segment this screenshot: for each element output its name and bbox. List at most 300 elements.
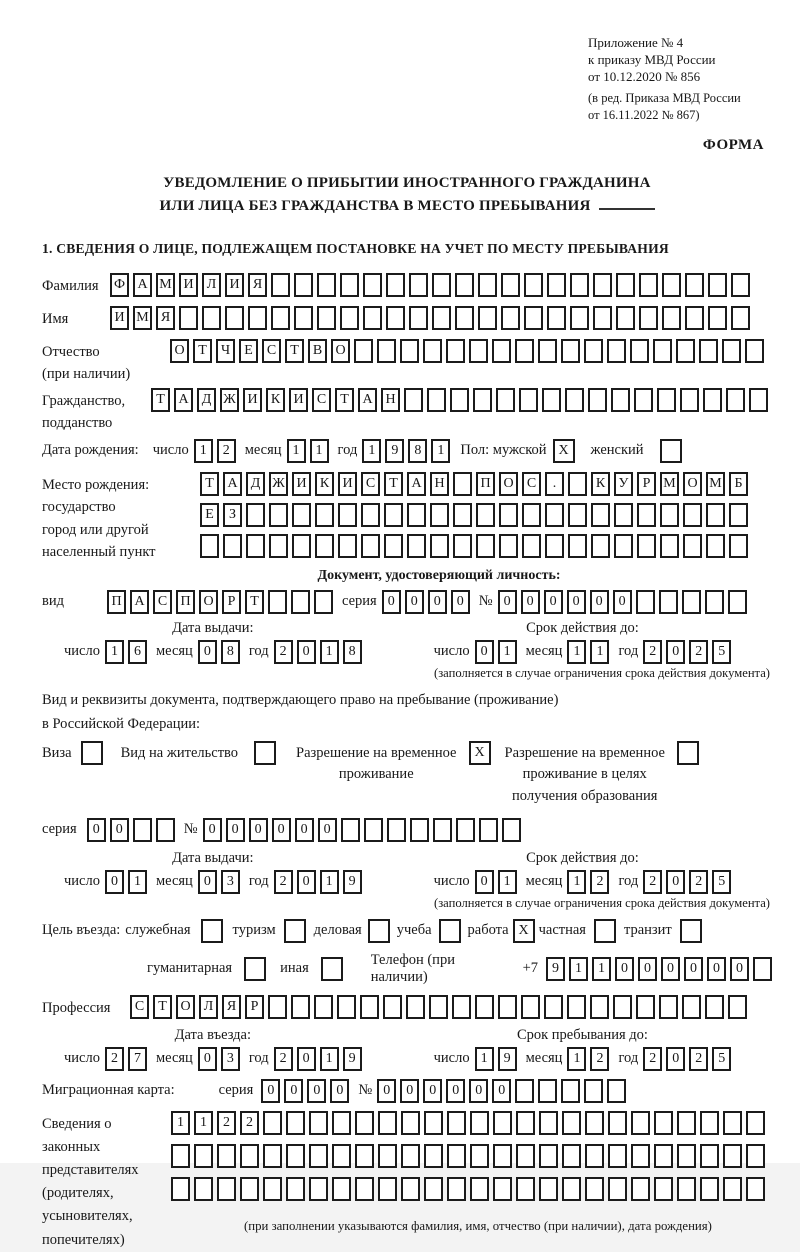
char-cell[interactable]: 2 bbox=[689, 1047, 708, 1071]
char-cell[interactable] bbox=[726, 388, 745, 412]
char-cell[interactable]: В bbox=[308, 339, 327, 363]
char-cell[interactable]: О bbox=[331, 339, 350, 363]
char-cell[interactable] bbox=[659, 995, 678, 1019]
char-cell[interactable] bbox=[680, 388, 699, 412]
char-cell[interactable]: 0 bbox=[469, 1079, 488, 1103]
char-cell[interactable] bbox=[728, 590, 747, 614]
char-cell[interactable] bbox=[677, 1177, 696, 1201]
char-cell[interactable] bbox=[470, 1144, 489, 1168]
char-cell[interactable]: 0 bbox=[613, 590, 632, 614]
char-cell[interactable]: Я bbox=[222, 995, 241, 1019]
char-cell[interactable] bbox=[171, 1177, 190, 1201]
char-cell[interactable] bbox=[570, 273, 589, 297]
char-cell[interactable] bbox=[502, 818, 521, 842]
char-cell[interactable]: А bbox=[130, 590, 149, 614]
char-cell[interactable]: 0 bbox=[666, 870, 685, 894]
char-cell[interactable] bbox=[410, 818, 429, 842]
char-cell[interactable]: 0 bbox=[110, 818, 129, 842]
char-cell[interactable]: 0 bbox=[544, 590, 563, 614]
char-cell[interactable] bbox=[360, 995, 379, 1019]
char-cell[interactable]: 5 bbox=[712, 1047, 731, 1071]
char-cell[interactable]: 1 bbox=[590, 640, 609, 664]
char-cell[interactable] bbox=[361, 503, 380, 527]
char-cell[interactable] bbox=[424, 1177, 443, 1201]
char-cell[interactable] bbox=[384, 534, 403, 558]
char-cell[interactable]: 1 bbox=[128, 870, 147, 894]
char-cell[interactable]: 2 bbox=[689, 640, 708, 664]
char-cell[interactable] bbox=[332, 1177, 351, 1201]
char-cell[interactable]: И bbox=[292, 472, 311, 496]
char-cell[interactable] bbox=[294, 306, 313, 330]
char-cell[interactable] bbox=[585, 1177, 604, 1201]
char-cell[interactable]: 2 bbox=[643, 1047, 662, 1071]
char-cell[interactable]: М bbox=[660, 472, 679, 496]
char-cell[interactable] bbox=[292, 503, 311, 527]
char-cell[interactable]: И bbox=[179, 273, 198, 297]
char-cell[interactable]: 1 bbox=[194, 1111, 213, 1135]
char-cell[interactable] bbox=[660, 534, 679, 558]
char-cell[interactable] bbox=[424, 1144, 443, 1168]
char-cell[interactable] bbox=[538, 1079, 557, 1103]
char-cell[interactable] bbox=[446, 339, 465, 363]
char-cell[interactable] bbox=[291, 995, 310, 1019]
char-cell[interactable]: 2 bbox=[217, 439, 236, 463]
char-cell[interactable] bbox=[338, 503, 357, 527]
char-cell[interactable] bbox=[585, 1144, 604, 1168]
char-cell[interactable] bbox=[269, 534, 288, 558]
char-cell[interactable] bbox=[271, 273, 290, 297]
char-cell[interactable] bbox=[524, 306, 543, 330]
char-cell[interactable] bbox=[309, 1177, 328, 1201]
char-cell[interactable] bbox=[314, 590, 333, 614]
char-cell[interactable] bbox=[544, 995, 563, 1019]
char-cell[interactable] bbox=[634, 388, 653, 412]
char-cell[interactable] bbox=[407, 534, 426, 558]
char-cell[interactable] bbox=[614, 534, 633, 558]
char-cell[interactable] bbox=[455, 273, 474, 297]
char-cell[interactable]: 0 bbox=[198, 640, 217, 664]
char-cell[interactable] bbox=[637, 534, 656, 558]
char-cell[interactable]: 2 bbox=[274, 870, 293, 894]
char-cell[interactable] bbox=[545, 534, 564, 558]
purpose-private-checkbox[interactable] bbox=[594, 919, 616, 943]
char-cell[interactable] bbox=[427, 388, 446, 412]
char-cell[interactable] bbox=[723, 1111, 742, 1135]
char-cell[interactable]: 1 bbox=[592, 957, 611, 981]
char-cell[interactable] bbox=[469, 339, 488, 363]
char-cell[interactable] bbox=[590, 995, 609, 1019]
char-cell[interactable] bbox=[565, 388, 584, 412]
char-cell[interactable]: А bbox=[358, 388, 377, 412]
char-cell[interactable] bbox=[676, 339, 695, 363]
char-cell[interactable] bbox=[561, 1079, 580, 1103]
char-cell[interactable]: С bbox=[522, 472, 541, 496]
char-cell[interactable] bbox=[682, 590, 701, 614]
char-cell[interactable]: 1 bbox=[567, 1047, 586, 1071]
char-cell[interactable]: 0 bbox=[590, 590, 609, 614]
char-cell[interactable] bbox=[584, 339, 603, 363]
char-cell[interactable] bbox=[355, 1144, 374, 1168]
char-cell[interactable] bbox=[539, 1177, 558, 1201]
char-cell[interactable]: П bbox=[176, 590, 195, 614]
char-cell[interactable] bbox=[156, 818, 175, 842]
char-cell[interactable] bbox=[332, 1111, 351, 1135]
char-cell[interactable] bbox=[723, 1177, 742, 1201]
char-cell[interactable]: 0 bbox=[377, 1079, 396, 1103]
char-cell[interactable] bbox=[562, 1111, 581, 1135]
char-cell[interactable]: И bbox=[243, 388, 262, 412]
char-cell[interactable] bbox=[729, 534, 748, 558]
char-cell[interactable]: 5 bbox=[712, 870, 731, 894]
char-cell[interactable]: О bbox=[176, 995, 195, 1019]
char-cell[interactable] bbox=[409, 273, 428, 297]
char-cell[interactable] bbox=[217, 1177, 236, 1201]
char-cell[interactable] bbox=[476, 503, 495, 527]
char-cell[interactable] bbox=[568, 472, 587, 496]
char-cell[interactable] bbox=[515, 339, 534, 363]
purpose-humanitarian-checkbox[interactable] bbox=[244, 957, 266, 981]
char-cell[interactable] bbox=[386, 273, 405, 297]
char-cell[interactable]: 0 bbox=[87, 818, 106, 842]
char-cell[interactable] bbox=[568, 534, 587, 558]
char-cell[interactable] bbox=[637, 503, 656, 527]
char-cell[interactable] bbox=[614, 503, 633, 527]
char-cell[interactable]: 0 bbox=[318, 818, 337, 842]
char-cell[interactable] bbox=[404, 388, 423, 412]
char-cell[interactable]: И bbox=[338, 472, 357, 496]
char-cell[interactable] bbox=[493, 1111, 512, 1135]
char-cell[interactable] bbox=[269, 503, 288, 527]
char-cell[interactable] bbox=[387, 818, 406, 842]
char-cell[interactable] bbox=[223, 534, 242, 558]
char-cell[interactable] bbox=[263, 1177, 282, 1201]
char-cell[interactable] bbox=[616, 273, 635, 297]
char-cell[interactable]: 9 bbox=[498, 1047, 517, 1071]
char-cell[interactable]: Б bbox=[729, 472, 748, 496]
char-cell[interactable]: 8 bbox=[408, 439, 427, 463]
char-cell[interactable] bbox=[708, 306, 727, 330]
char-cell[interactable]: С bbox=[361, 472, 380, 496]
char-cell[interactable] bbox=[225, 306, 244, 330]
char-cell[interactable] bbox=[478, 273, 497, 297]
char-cell[interactable] bbox=[355, 1111, 374, 1135]
char-cell[interactable]: 0 bbox=[446, 1079, 465, 1103]
char-cell[interactable] bbox=[746, 1177, 765, 1201]
char-cell[interactable] bbox=[659, 590, 678, 614]
char-cell[interactable] bbox=[378, 1177, 397, 1201]
char-cell[interactable] bbox=[516, 1111, 535, 1135]
char-cell[interactable]: О bbox=[170, 339, 189, 363]
char-cell[interactable] bbox=[476, 534, 495, 558]
char-cell[interactable]: 0 bbox=[272, 818, 291, 842]
char-cell[interactable]: М bbox=[133, 306, 152, 330]
char-cell[interactable]: С bbox=[312, 388, 331, 412]
char-cell[interactable]: А bbox=[407, 472, 426, 496]
char-cell[interactable]: 0 bbox=[498, 590, 517, 614]
char-cell[interactable] bbox=[749, 388, 768, 412]
purpose-transit-checkbox[interactable] bbox=[680, 919, 702, 943]
char-cell[interactable] bbox=[539, 1144, 558, 1168]
char-cell[interactable]: 0 bbox=[428, 590, 447, 614]
char-cell[interactable]: 0 bbox=[330, 1079, 349, 1103]
char-cell[interactable] bbox=[292, 534, 311, 558]
edu-permit-checkbox[interactable] bbox=[677, 741, 699, 765]
char-cell[interactable] bbox=[700, 1177, 719, 1201]
char-cell[interactable]: Т bbox=[200, 472, 219, 496]
char-cell[interactable] bbox=[401, 1177, 420, 1201]
char-cell[interactable]: Т bbox=[245, 590, 264, 614]
char-cell[interactable] bbox=[432, 306, 451, 330]
char-cell[interactable]: 9 bbox=[343, 870, 362, 894]
char-cell[interactable] bbox=[453, 503, 472, 527]
char-cell[interactable] bbox=[263, 1111, 282, 1135]
char-cell[interactable] bbox=[240, 1177, 259, 1201]
char-cell[interactable] bbox=[746, 1144, 765, 1168]
char-cell[interactable] bbox=[286, 1144, 305, 1168]
char-cell[interactable]: П bbox=[476, 472, 495, 496]
char-cell[interactable] bbox=[453, 534, 472, 558]
char-cell[interactable] bbox=[685, 273, 704, 297]
char-cell[interactable] bbox=[470, 1177, 489, 1201]
char-cell[interactable] bbox=[499, 534, 518, 558]
char-cell[interactable]: 1 bbox=[498, 640, 517, 664]
char-cell[interactable] bbox=[447, 1144, 466, 1168]
char-cell[interactable]: 0 bbox=[198, 870, 217, 894]
char-cell[interactable]: 1 bbox=[567, 870, 586, 894]
char-cell[interactable] bbox=[493, 1177, 512, 1201]
char-cell[interactable] bbox=[447, 1177, 466, 1201]
char-cell[interactable]: 0 bbox=[475, 870, 494, 894]
char-cell[interactable]: 1 bbox=[431, 439, 450, 463]
char-cell[interactable] bbox=[685, 306, 704, 330]
char-cell[interactable]: Я bbox=[248, 273, 267, 297]
char-cell[interactable]: 1 bbox=[105, 640, 124, 664]
char-cell[interactable] bbox=[194, 1144, 213, 1168]
char-cell[interactable] bbox=[611, 388, 630, 412]
char-cell[interactable]: 0 bbox=[521, 590, 540, 614]
char-cell[interactable]: 1 bbox=[569, 957, 588, 981]
char-cell[interactable] bbox=[700, 1144, 719, 1168]
char-cell[interactable] bbox=[568, 503, 587, 527]
char-cell[interactable] bbox=[492, 339, 511, 363]
char-cell[interactable]: Н bbox=[430, 472, 449, 496]
char-cell[interactable]: Р bbox=[637, 472, 656, 496]
char-cell[interactable]: 0 bbox=[666, 1047, 685, 1071]
char-cell[interactable] bbox=[547, 306, 566, 330]
char-cell[interactable] bbox=[450, 388, 469, 412]
char-cell[interactable] bbox=[660, 503, 679, 527]
char-cell[interactable] bbox=[475, 995, 494, 1019]
char-cell[interactable]: Т bbox=[384, 472, 403, 496]
char-cell[interactable]: 0 bbox=[307, 1079, 326, 1103]
char-cell[interactable] bbox=[364, 818, 383, 842]
char-cell[interactable] bbox=[317, 306, 336, 330]
char-cell[interactable] bbox=[631, 1144, 650, 1168]
char-cell[interactable]: К bbox=[315, 472, 334, 496]
purpose-business-checkbox[interactable] bbox=[368, 919, 390, 943]
char-cell[interactable] bbox=[194, 1177, 213, 1201]
char-cell[interactable] bbox=[200, 534, 219, 558]
char-cell[interactable]: 0 bbox=[405, 590, 424, 614]
char-cell[interactable] bbox=[424, 1111, 443, 1135]
char-cell[interactable]: Ж bbox=[220, 388, 239, 412]
char-cell[interactable]: 0 bbox=[198, 1047, 217, 1071]
char-cell[interactable]: Л bbox=[199, 995, 218, 1019]
char-cell[interactable]: Т bbox=[153, 995, 172, 1019]
char-cell[interactable] bbox=[361, 534, 380, 558]
char-cell[interactable]: 0 bbox=[203, 818, 222, 842]
char-cell[interactable]: Я bbox=[156, 306, 175, 330]
char-cell[interactable] bbox=[363, 273, 382, 297]
char-cell[interactable] bbox=[423, 339, 442, 363]
char-cell[interactable]: Н bbox=[381, 388, 400, 412]
char-cell[interactable] bbox=[522, 534, 541, 558]
char-cell[interactable]: Л bbox=[202, 273, 221, 297]
char-cell[interactable] bbox=[309, 1111, 328, 1135]
char-cell[interactable]: М bbox=[706, 472, 725, 496]
char-cell[interactable] bbox=[516, 1144, 535, 1168]
char-cell[interactable] bbox=[378, 1111, 397, 1135]
char-cell[interactable]: С bbox=[262, 339, 281, 363]
char-cell[interactable]: Д bbox=[197, 388, 216, 412]
char-cell[interactable] bbox=[753, 957, 772, 981]
char-cell[interactable] bbox=[377, 339, 396, 363]
char-cell[interactable] bbox=[636, 995, 655, 1019]
char-cell[interactable] bbox=[246, 503, 265, 527]
char-cell[interactable] bbox=[133, 818, 152, 842]
char-cell[interactable] bbox=[705, 995, 724, 1019]
char-cell[interactable] bbox=[683, 534, 702, 558]
char-cell[interactable] bbox=[430, 503, 449, 527]
char-cell[interactable] bbox=[383, 995, 402, 1019]
char-cell[interactable] bbox=[728, 995, 747, 1019]
char-cell[interactable]: Т bbox=[285, 339, 304, 363]
char-cell[interactable]: З bbox=[223, 503, 242, 527]
char-cell[interactable]: А bbox=[223, 472, 242, 496]
char-cell[interactable] bbox=[271, 306, 290, 330]
purpose-tourism-checkbox[interactable] bbox=[284, 919, 306, 943]
char-cell[interactable] bbox=[639, 273, 658, 297]
char-cell[interactable] bbox=[493, 1144, 512, 1168]
char-cell[interactable] bbox=[179, 306, 198, 330]
char-cell[interactable] bbox=[268, 995, 287, 1019]
char-cell[interactable]: 8 bbox=[221, 640, 240, 664]
char-cell[interactable] bbox=[401, 1144, 420, 1168]
char-cell[interactable]: 2 bbox=[643, 640, 662, 664]
char-cell[interactable]: О bbox=[499, 472, 518, 496]
char-cell[interactable]: 0 bbox=[261, 1079, 280, 1103]
char-cell[interactable] bbox=[354, 339, 373, 363]
char-cell[interactable] bbox=[639, 306, 658, 330]
char-cell[interactable]: 7 bbox=[128, 1047, 147, 1071]
char-cell[interactable]: 0 bbox=[475, 640, 494, 664]
char-cell[interactable]: 2 bbox=[274, 640, 293, 664]
char-cell[interactable]: 1 bbox=[310, 439, 329, 463]
char-cell[interactable]: 0 bbox=[295, 818, 314, 842]
char-cell[interactable] bbox=[731, 273, 750, 297]
char-cell[interactable]: И bbox=[110, 306, 129, 330]
char-cell[interactable]: Т bbox=[335, 388, 354, 412]
temp-permit-checkbox[interactable]: X bbox=[469, 741, 491, 765]
char-cell[interactable] bbox=[662, 273, 681, 297]
char-cell[interactable]: О bbox=[683, 472, 702, 496]
char-cell[interactable]: Р bbox=[245, 995, 264, 1019]
char-cell[interactable] bbox=[591, 534, 610, 558]
char-cell[interactable]: А bbox=[133, 273, 152, 297]
char-cell[interactable] bbox=[567, 995, 586, 1019]
char-cell[interactable] bbox=[473, 388, 492, 412]
char-cell[interactable]: 3 bbox=[221, 1047, 240, 1071]
char-cell[interactable]: 0 bbox=[492, 1079, 511, 1103]
char-cell[interactable] bbox=[479, 818, 498, 842]
char-cell[interactable] bbox=[588, 388, 607, 412]
char-cell[interactable] bbox=[538, 339, 557, 363]
char-cell[interactable] bbox=[705, 590, 724, 614]
char-cell[interactable]: 0 bbox=[249, 818, 268, 842]
char-cell[interactable] bbox=[584, 1079, 603, 1103]
char-cell[interactable] bbox=[539, 1111, 558, 1135]
char-cell[interactable]: К bbox=[591, 472, 610, 496]
char-cell[interactable]: 0 bbox=[423, 1079, 442, 1103]
char-cell[interactable]: А bbox=[174, 388, 193, 412]
char-cell[interactable]: 9 bbox=[546, 957, 565, 981]
char-cell[interactable] bbox=[453, 472, 472, 496]
char-cell[interactable] bbox=[400, 339, 419, 363]
char-cell[interactable] bbox=[317, 273, 336, 297]
char-cell[interactable] bbox=[338, 534, 357, 558]
char-cell[interactable]: К bbox=[266, 388, 285, 412]
char-cell[interactable] bbox=[706, 503, 725, 527]
char-cell[interactable] bbox=[433, 818, 452, 842]
char-cell[interactable] bbox=[521, 995, 540, 1019]
char-cell[interactable] bbox=[708, 273, 727, 297]
char-cell[interactable]: 0 bbox=[666, 640, 685, 664]
char-cell[interactable] bbox=[522, 503, 541, 527]
char-cell[interactable] bbox=[456, 818, 475, 842]
char-cell[interactable] bbox=[545, 503, 564, 527]
char-cell[interactable]: 5 bbox=[712, 640, 731, 664]
char-cell[interactable] bbox=[429, 995, 448, 1019]
char-cell[interactable] bbox=[608, 1111, 627, 1135]
char-cell[interactable] bbox=[607, 339, 626, 363]
char-cell[interactable] bbox=[384, 503, 403, 527]
char-cell[interactable] bbox=[309, 1144, 328, 1168]
char-cell[interactable] bbox=[386, 306, 405, 330]
char-cell[interactable]: 1 bbox=[320, 870, 339, 894]
char-cell[interactable]: 2 bbox=[689, 870, 708, 894]
char-cell[interactable] bbox=[248, 306, 267, 330]
char-cell[interactable]: 0 bbox=[400, 1079, 419, 1103]
char-cell[interactable]: И bbox=[225, 273, 244, 297]
char-cell[interactable] bbox=[722, 339, 741, 363]
char-cell[interactable]: И bbox=[289, 388, 308, 412]
char-cell[interactable]: 2 bbox=[217, 1111, 236, 1135]
purpose-other-checkbox[interactable] bbox=[321, 957, 343, 981]
char-cell[interactable]: 2 bbox=[590, 1047, 609, 1071]
char-cell[interactable] bbox=[337, 995, 356, 1019]
char-cell[interactable] bbox=[677, 1111, 696, 1135]
char-cell[interactable] bbox=[515, 1079, 534, 1103]
char-cell[interactable] bbox=[616, 306, 635, 330]
char-cell[interactable]: 0 bbox=[297, 870, 316, 894]
char-cell[interactable]: 2 bbox=[240, 1111, 259, 1135]
char-cell[interactable] bbox=[314, 995, 333, 1019]
char-cell[interactable]: Ж bbox=[269, 472, 288, 496]
char-cell[interactable] bbox=[636, 590, 655, 614]
char-cell[interactable]: Р bbox=[222, 590, 241, 614]
char-cell[interactable] bbox=[498, 995, 517, 1019]
char-cell[interactable]: О bbox=[199, 590, 218, 614]
